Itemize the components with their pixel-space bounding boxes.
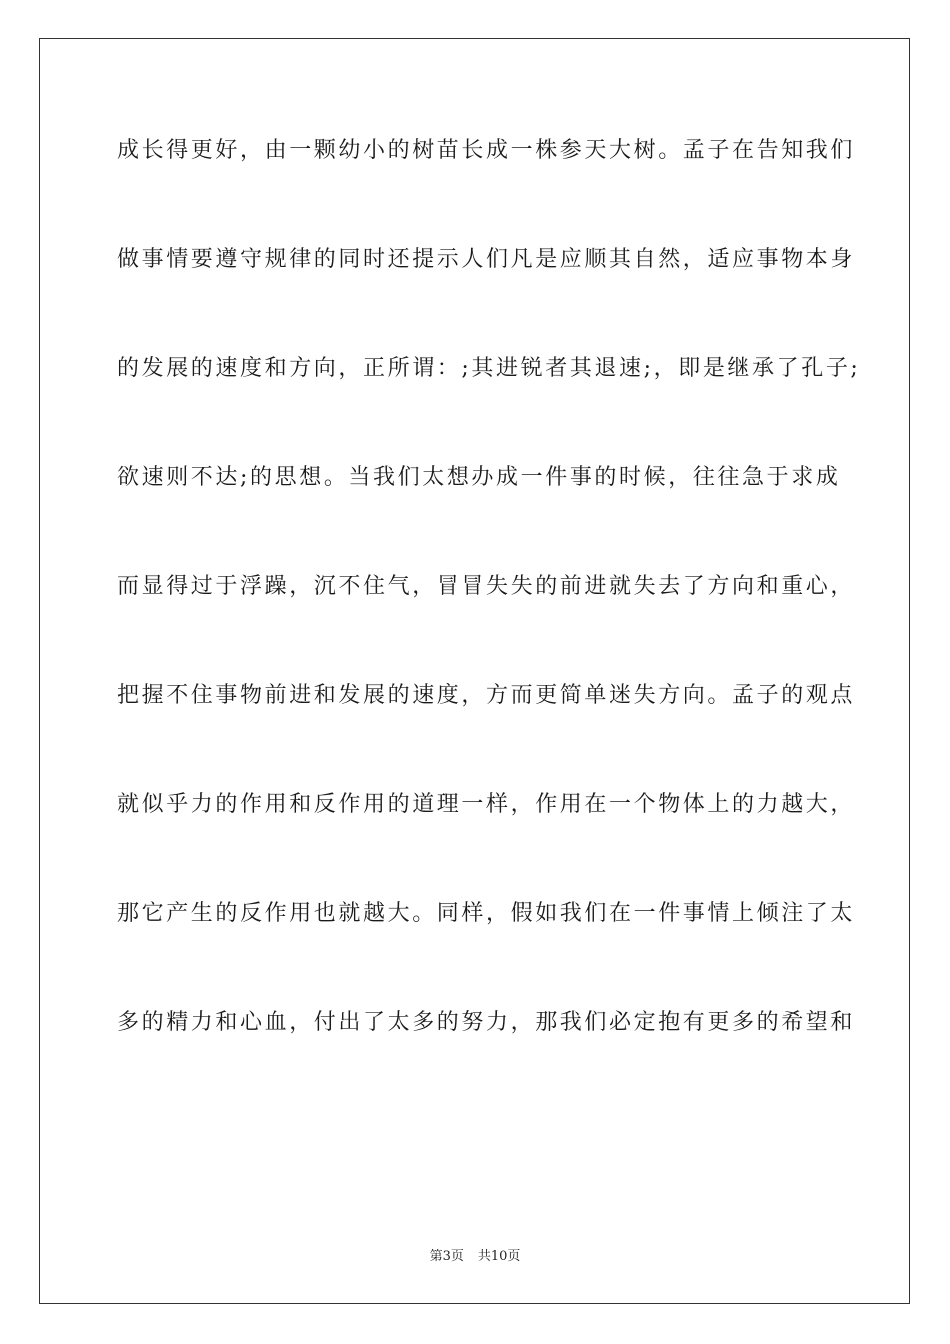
- page-footer: [0, 1245, 950, 1264]
- total-pages: 共10页: [477, 1249, 521, 1264]
- text-line: 而显得过于浮躁，沉不住气，冒冒失失的前进就失去了方向和重心，: [117, 574, 856, 599]
- text-line: 那它产生的反作用也就越大。同样，假如我们在一件事情上倾注了太: [117, 901, 856, 926]
- text-line: 把握不住事物前进和发展的速度，方而更简单迷失方向。孟子的观点: [117, 683, 856, 708]
- text-line: 成长得更好，由一颗幼小的树苗长成一株参天大树。孟子在告知我们: [117, 138, 856, 163]
- text-line: 欲速则不达;的思想。当我们太想办成一件事的时候，往往急于求成: [117, 465, 841, 490]
- text-line: 就似乎力的作用和反作用的道理一样，作用在一个物体上的力越大，: [117, 792, 856, 817]
- current-page-number: 第3页: [429, 1249, 464, 1264]
- text-line: 多的精力和心血，付出了太多的努力，那我们必定抱有更多的希望和: [117, 1010, 856, 1035]
- body-text: [117, 121, 861, 1102]
- text-line: 做事情要遵守规律的同时还提示人们凡是应顺其自然，适应事物本身: [117, 247, 856, 272]
- text-line: 的发展的速度和方向，正所谓：;其进锐者其退速;，即是继承了孔子;: [117, 356, 861, 381]
